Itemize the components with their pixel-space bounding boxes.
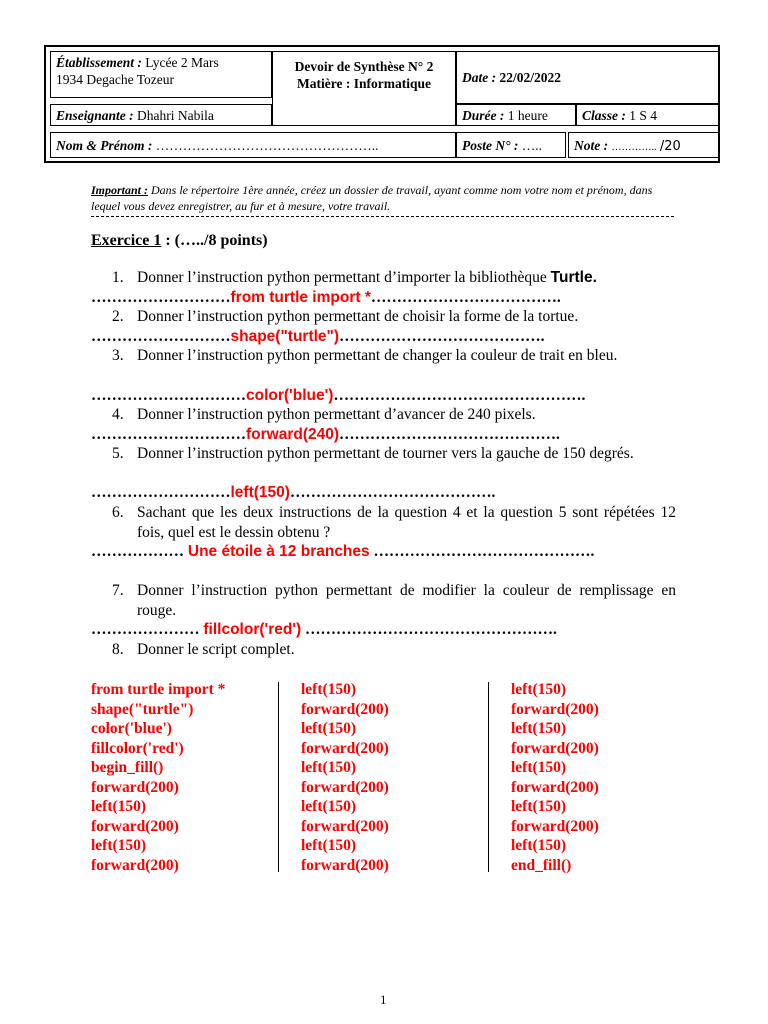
exercise-points: : (…../8 points) xyxy=(165,232,268,249)
question-text-bold: Turtle. xyxy=(550,269,597,286)
dashed-separator xyxy=(91,216,674,217)
answer-3 xyxy=(91,386,585,406)
column-divider xyxy=(278,682,279,872)
column-divider xyxy=(488,682,489,872)
answer-dots-right: …………………………………. xyxy=(289,484,496,501)
code-line: forward(200) xyxy=(511,700,599,718)
question-text: Donner l’instruction python permettant de changer la couleur de trait en bleu. xyxy=(137,347,618,364)
code-line: shape("turtle") xyxy=(91,700,194,718)
duree-label: Durée : xyxy=(462,108,505,123)
answer-dots-left: ……………………… xyxy=(91,484,231,501)
code-line: left(150) xyxy=(511,837,567,854)
enseignante-value: Dhahri Nabila xyxy=(137,108,214,123)
code-line: left(150) xyxy=(511,798,567,815)
code-line: left(150) xyxy=(511,759,567,776)
poste-label: Poste N° : xyxy=(462,138,519,153)
answer-dots-left: ………………… xyxy=(91,621,204,638)
etablissement-value: Lycée 2 Mars xyxy=(145,55,219,70)
important-label: Important : xyxy=(91,183,149,197)
enseignante-label: Enseignante : xyxy=(56,108,134,123)
answer-dots-left: ………………………… xyxy=(91,426,246,443)
duree-value: 1 heure xyxy=(507,108,548,123)
question-text: Donner l’instruction python permettant d’avancer de 240 pixels. xyxy=(137,406,536,423)
question-number: 8. xyxy=(112,641,124,658)
classe-value: 1 S 4 xyxy=(629,108,658,123)
etablissement-cell xyxy=(50,51,272,98)
etablissement-label: Établissement : xyxy=(56,55,142,70)
code-line: forward(200) xyxy=(301,778,389,796)
code-line: left(150) xyxy=(511,720,567,737)
code-line: left(150) xyxy=(91,837,147,854)
question-text: Donner le script complet. xyxy=(137,641,295,658)
classe-label: Classe : xyxy=(582,108,626,123)
code-line: from turtle import * xyxy=(91,681,226,698)
question-number: 4. xyxy=(112,406,124,423)
page-number: 1 xyxy=(380,992,387,1007)
code-line: forward(200) xyxy=(511,817,599,835)
answer-text: fillcolor('red') xyxy=(203,621,302,638)
code-line: color('blue') xyxy=(91,720,172,737)
exercise-name: Exercice 1 xyxy=(91,232,162,249)
script-column-3 xyxy=(511,680,599,875)
code-line: begin_fill() xyxy=(91,759,164,776)
question-7 xyxy=(91,581,676,620)
note-label: Note : xyxy=(574,138,609,153)
answer-dots-right: …………………………………. xyxy=(339,328,545,345)
question-number: 5. xyxy=(112,445,124,462)
code-line: forward(200) xyxy=(91,778,179,796)
code-line: forward(200) xyxy=(91,817,179,835)
question-8 xyxy=(91,640,676,660)
answer-dots-right: ……………………………………. xyxy=(339,426,560,443)
poste-dots: ….. xyxy=(521,138,543,153)
code-line: left(150) xyxy=(301,720,357,737)
answer-text: forward(240) xyxy=(246,426,340,443)
note-cell xyxy=(568,132,720,158)
question-text: Donner l’instruction python permettant de tourner vers la gauche de 150 degrés. xyxy=(137,445,634,462)
classe-cell xyxy=(576,104,720,126)
answer-6 xyxy=(91,542,594,562)
question-text: Donner l’instruction python permettant de choisir la forme de la tortue. xyxy=(137,308,579,325)
matiere-title: Matière : Informatique xyxy=(297,76,431,91)
answer-text: color('blue') xyxy=(246,387,334,404)
code-line: left(150) xyxy=(301,837,357,854)
header-table xyxy=(44,45,720,163)
devoir-title: Devoir de Synthèse N° 2 xyxy=(294,59,434,74)
question-5 xyxy=(91,444,676,464)
question-number: 3. xyxy=(112,347,124,364)
important-note xyxy=(91,182,681,214)
code-line: fillcolor('red') xyxy=(91,739,184,757)
duree-cell xyxy=(456,104,576,126)
code-line: end_fill() xyxy=(511,856,572,874)
answer-text: left(150) xyxy=(230,484,290,501)
answer-7 xyxy=(91,620,557,640)
poste-cell xyxy=(456,132,566,158)
note-max: /20 xyxy=(659,139,681,154)
answer-dots-left: ……………………… xyxy=(91,328,231,345)
question-number: 7. xyxy=(112,582,124,599)
answer-dots-left: ……………… xyxy=(91,543,188,560)
answer-dots-right: …………………………………………. xyxy=(301,621,557,638)
code-line: forward(200) xyxy=(301,856,389,874)
code-line: left(150) xyxy=(301,759,357,776)
note-dots: ………….. xyxy=(611,142,657,153)
nom-label: Nom & Prénom : xyxy=(56,138,153,153)
answer-text: shape("turtle") xyxy=(230,328,340,345)
question-text: Donner l’instruction python permettant d’importer la bibliothèque xyxy=(137,269,551,286)
important-text: Dans le répertoire 1ère année, créez un dossier de travail, ayant comme nom votre nom et prénom, dans lequel vous devez enregistrer, au fur et à mesure, votre travail. xyxy=(91,183,653,213)
question-2 xyxy=(91,307,676,327)
answer-dots-right: …………………………………………. xyxy=(333,387,586,404)
answer-dots-right: ……………………………………. xyxy=(369,543,595,560)
code-line: forward(200) xyxy=(301,739,389,757)
question-6 xyxy=(91,503,676,542)
code-line: forward(200) xyxy=(91,856,179,874)
answer-text: Une étoile à 12 branches xyxy=(187,543,370,560)
question-1 xyxy=(91,268,676,288)
date-label: Date : xyxy=(462,70,497,85)
question-number: 6. xyxy=(112,504,124,521)
script-column-1 xyxy=(91,680,225,875)
question-3 xyxy=(91,346,676,366)
question-text: Donner l’instruction python permettant de modifier la couleur de remplissage en rouge. xyxy=(137,582,676,619)
answer-dots-left: ………………………… xyxy=(91,387,246,404)
devoir-cell xyxy=(272,51,456,126)
exercise-title xyxy=(91,232,268,250)
enseignante-cell xyxy=(50,104,272,126)
code-line: forward(200) xyxy=(511,739,599,757)
answer-5 xyxy=(91,483,495,503)
etablissement-city: 1934 Degache Tozeur xyxy=(56,72,175,87)
date-value: 22/02/2022 xyxy=(499,70,562,85)
date-cell xyxy=(456,51,720,104)
answer-dots-left: ……………………… xyxy=(91,289,231,306)
question-text: Sachant que les deux instructions de la question 4 et la question 5 sont répétées 12 fois, quel est le dessin obtenu ? xyxy=(137,504,676,541)
answer-1 xyxy=(91,288,561,308)
answer-4 xyxy=(91,425,560,445)
code-line: left(150) xyxy=(301,798,357,815)
nom-cell xyxy=(50,132,456,158)
code-line: left(150) xyxy=(511,681,567,698)
nom-dots: ………………………………………….. xyxy=(155,138,379,153)
script-column-2 xyxy=(301,680,389,875)
code-line: forward(200) xyxy=(301,700,389,718)
answer-text: from turtle import * xyxy=(230,289,371,306)
code-line: forward(200) xyxy=(301,817,389,835)
answer-2 xyxy=(91,327,544,347)
code-line: left(150) xyxy=(301,681,357,698)
code-line: left(150) xyxy=(91,798,147,815)
question-number: 2. xyxy=(112,308,124,325)
question-4 xyxy=(91,405,676,425)
question-number: 1. xyxy=(112,269,124,286)
code-line: forward(200) xyxy=(511,778,599,796)
answer-dots-right: ………………………………. xyxy=(370,289,561,306)
